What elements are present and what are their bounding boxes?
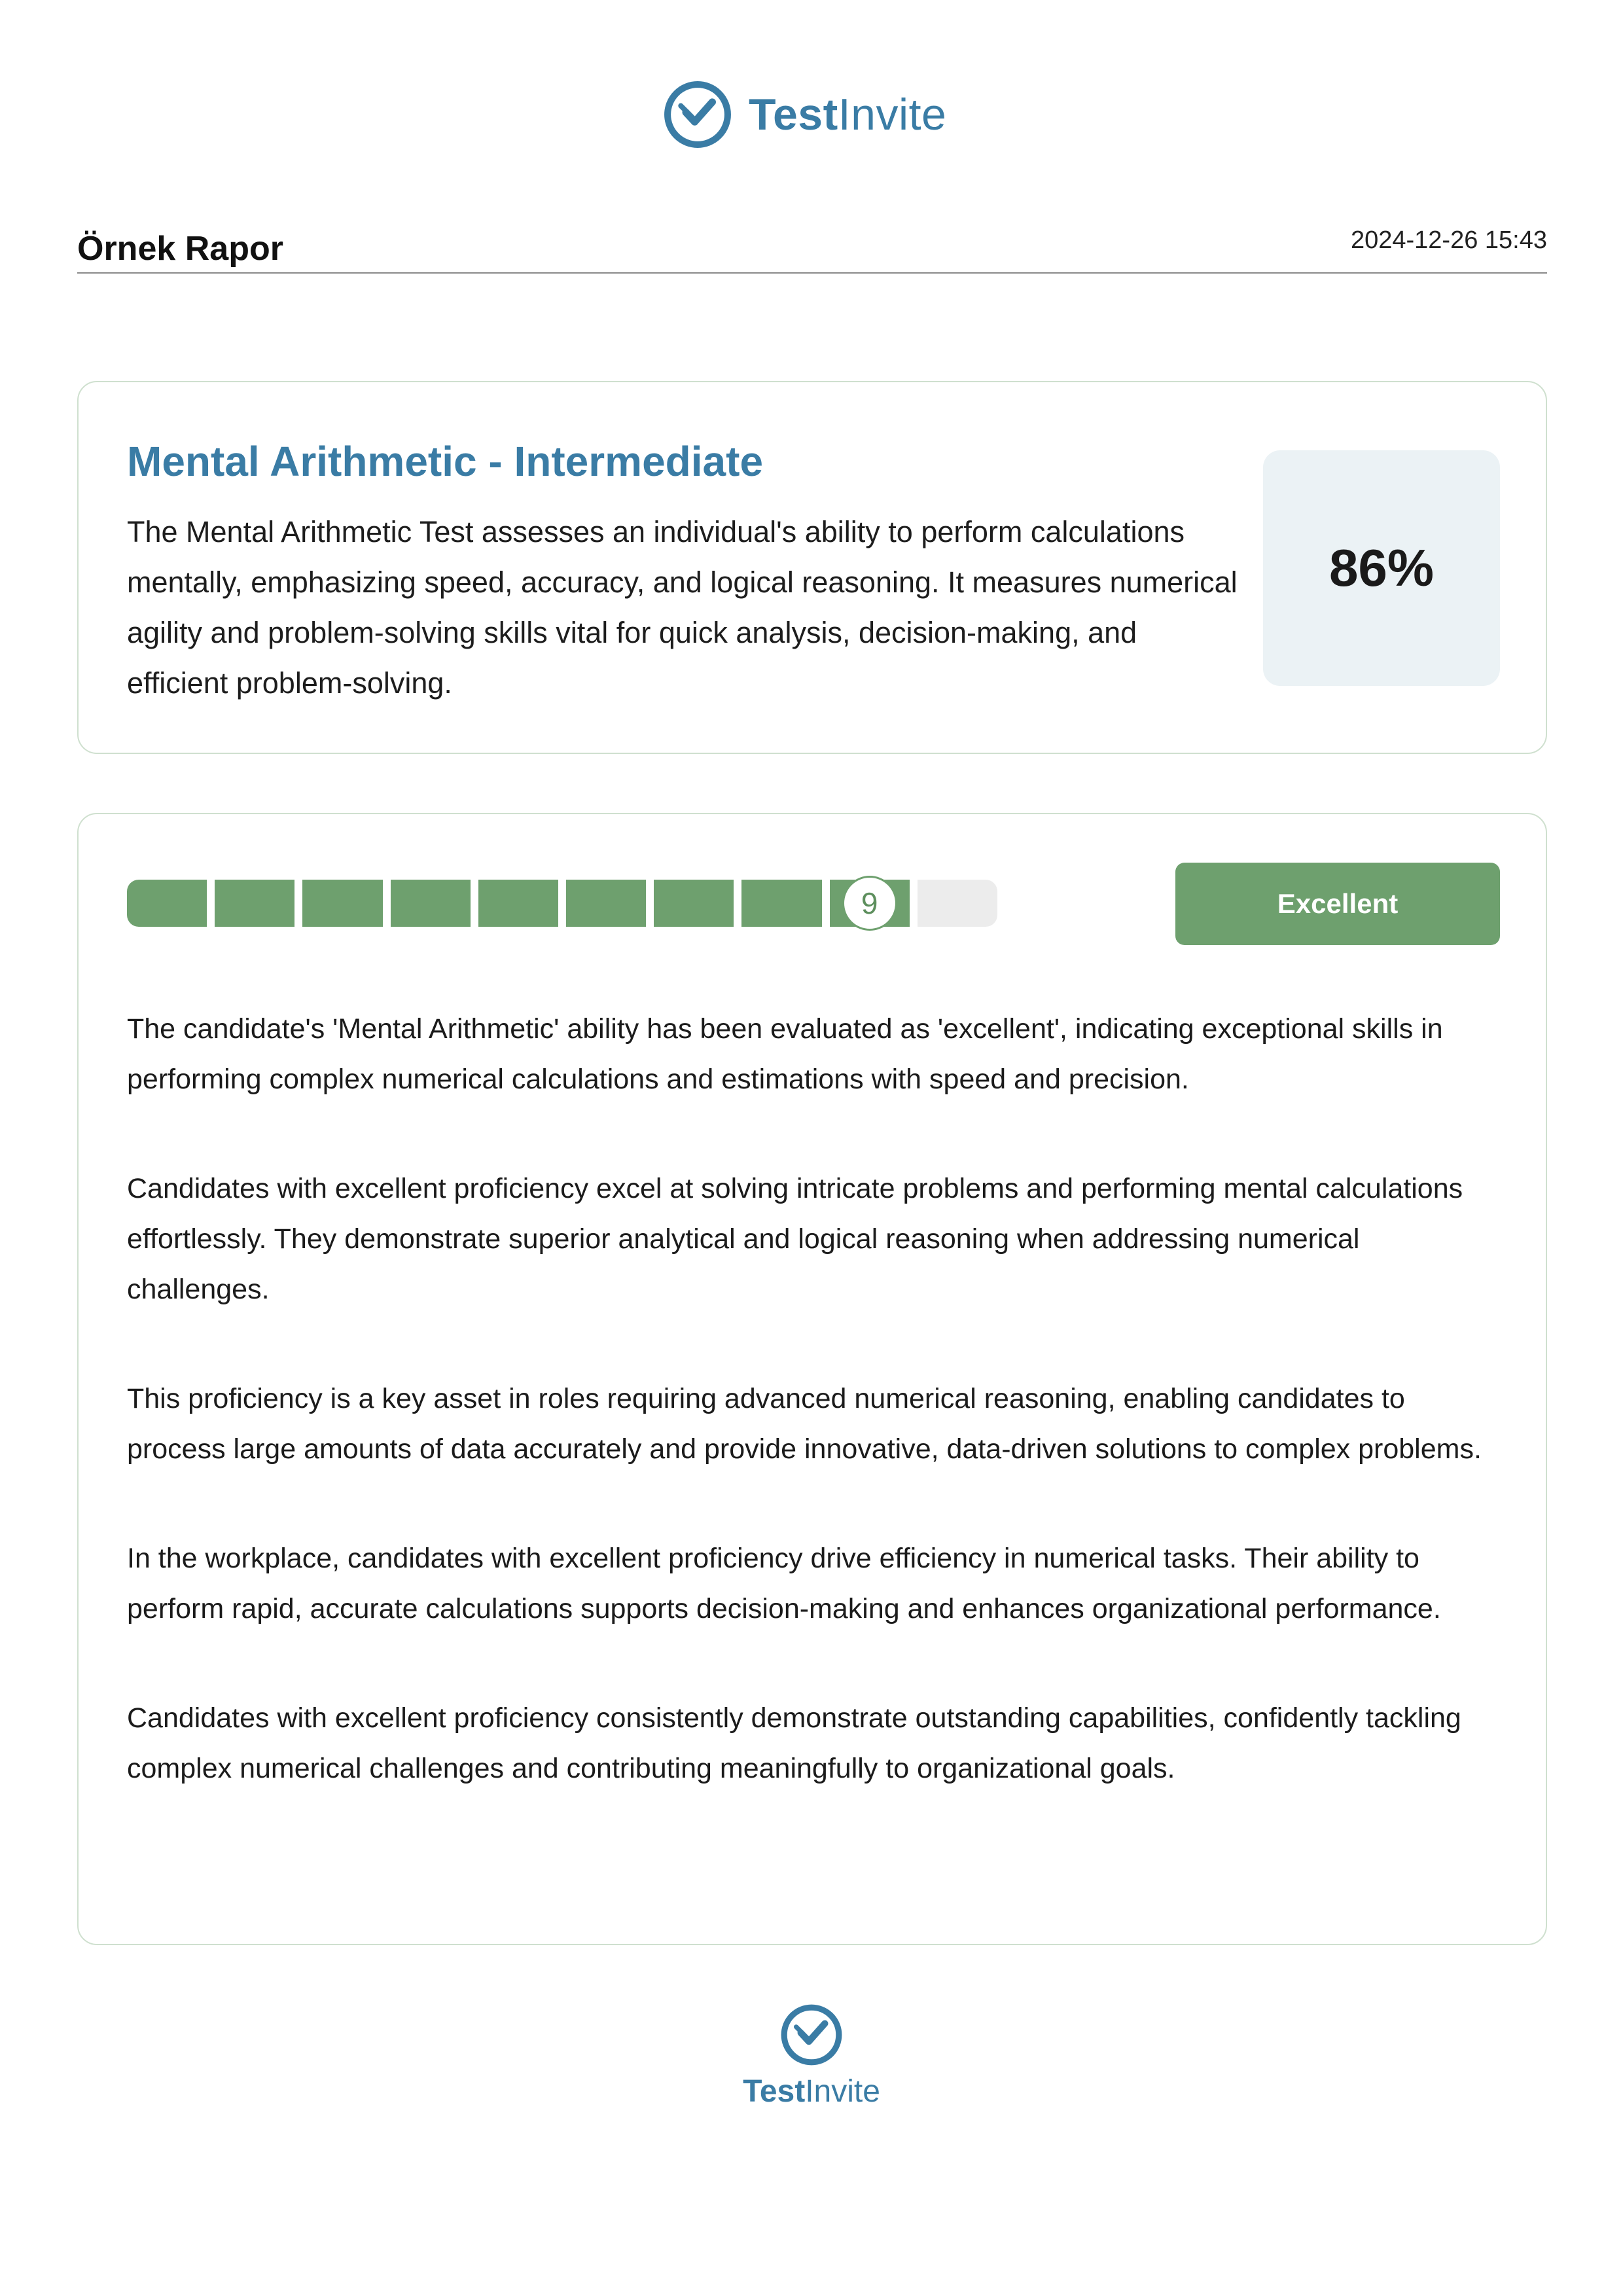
test-title: Mental Arithmetic - Intermediate bbox=[127, 438, 764, 485]
header-logo bbox=[661, 75, 946, 154]
result-paragraph: This proficiency is a key asset in roles requiring advanced numerical reasoning, enabling candidates to process large amounts of data accurately and provide innovative, data-driven solutions to complex problems. bbox=[127, 1383, 1482, 1465]
report-title: Örnek Rapor bbox=[77, 230, 283, 268]
score-box bbox=[1263, 450, 1500, 686]
result-paragraphs bbox=[127, 1004, 1508, 1853]
report-header bbox=[77, 216, 1547, 274]
level-segment-filled bbox=[302, 880, 382, 927]
level-segment-filled bbox=[215, 880, 294, 927]
level-segment-filled bbox=[654, 880, 734, 927]
result-paragraph: In the workplace, candidates with excellent proficiency drive efficiency in numerical tasks. Their ability to perform rapid, accurate calculations supports decision-making and enhances organizational performance. bbox=[127, 1543, 1441, 1624]
level-segment-filled bbox=[741, 880, 821, 927]
level-indicator: 9 bbox=[842, 876, 897, 931]
brand-name bbox=[749, 92, 946, 137]
testinvite-logo-icon bbox=[778, 2001, 845, 2068]
footer-logo bbox=[733, 2001, 890, 2108]
rating-badge: Excellent bbox=[1175, 863, 1500, 945]
level-segment-filled bbox=[127, 880, 207, 927]
brand-name-light: Invite bbox=[805, 2074, 880, 2109]
brand-name-light: Invite bbox=[838, 90, 947, 139]
test-summary-card bbox=[77, 381, 1547, 754]
level-segment-empty bbox=[918, 880, 997, 927]
result-paragraph: The candidate's 'Mental Arithmetic' ability has been evaluated as 'excellent', indicating exceptional skills in performing complex numerical calculations and estimations with speed and precision. bbox=[127, 1013, 1443, 1095]
result-paragraph: Candidates with excellent proficiency excel at solving intricate problems and performing mental calculations effortlessly. They demonstrate superior analytical and logical reasoning when addressing numerical challenges. bbox=[127, 1173, 1463, 1305]
report-timestamp: 2024-12-26 15:43 bbox=[1350, 226, 1547, 254]
result-card bbox=[77, 813, 1547, 1945]
testinvite-logo-icon bbox=[661, 78, 734, 151]
level-segment-filled bbox=[478, 880, 558, 927]
level-segment-filled bbox=[566, 880, 646, 927]
result-paragraph: Candidates with excellent proficiency consistently demonstrate outstanding capabilities, confidently tackling complex numerical challenges and contributing meaningfully to organizational goals. bbox=[127, 1702, 1461, 1784]
footer-brand-name bbox=[733, 2076, 890, 2108]
brand-name-bold: Test bbox=[743, 2074, 806, 2109]
level-progress-bar bbox=[127, 880, 997, 927]
level-segment-filled bbox=[391, 880, 471, 927]
score-value: 86% bbox=[1329, 539, 1435, 597]
test-description: The Mental Arithmetic Test assesses an individual's ability to perform calculations mentally, emphasizing speed, accuracy, and logical reasoning. It measures numerical agility and problem-solving skills vital for quick analysis, decision-making, and efficient problem-solving. bbox=[127, 515, 1238, 700]
brand-name-bold: Test bbox=[749, 90, 838, 139]
